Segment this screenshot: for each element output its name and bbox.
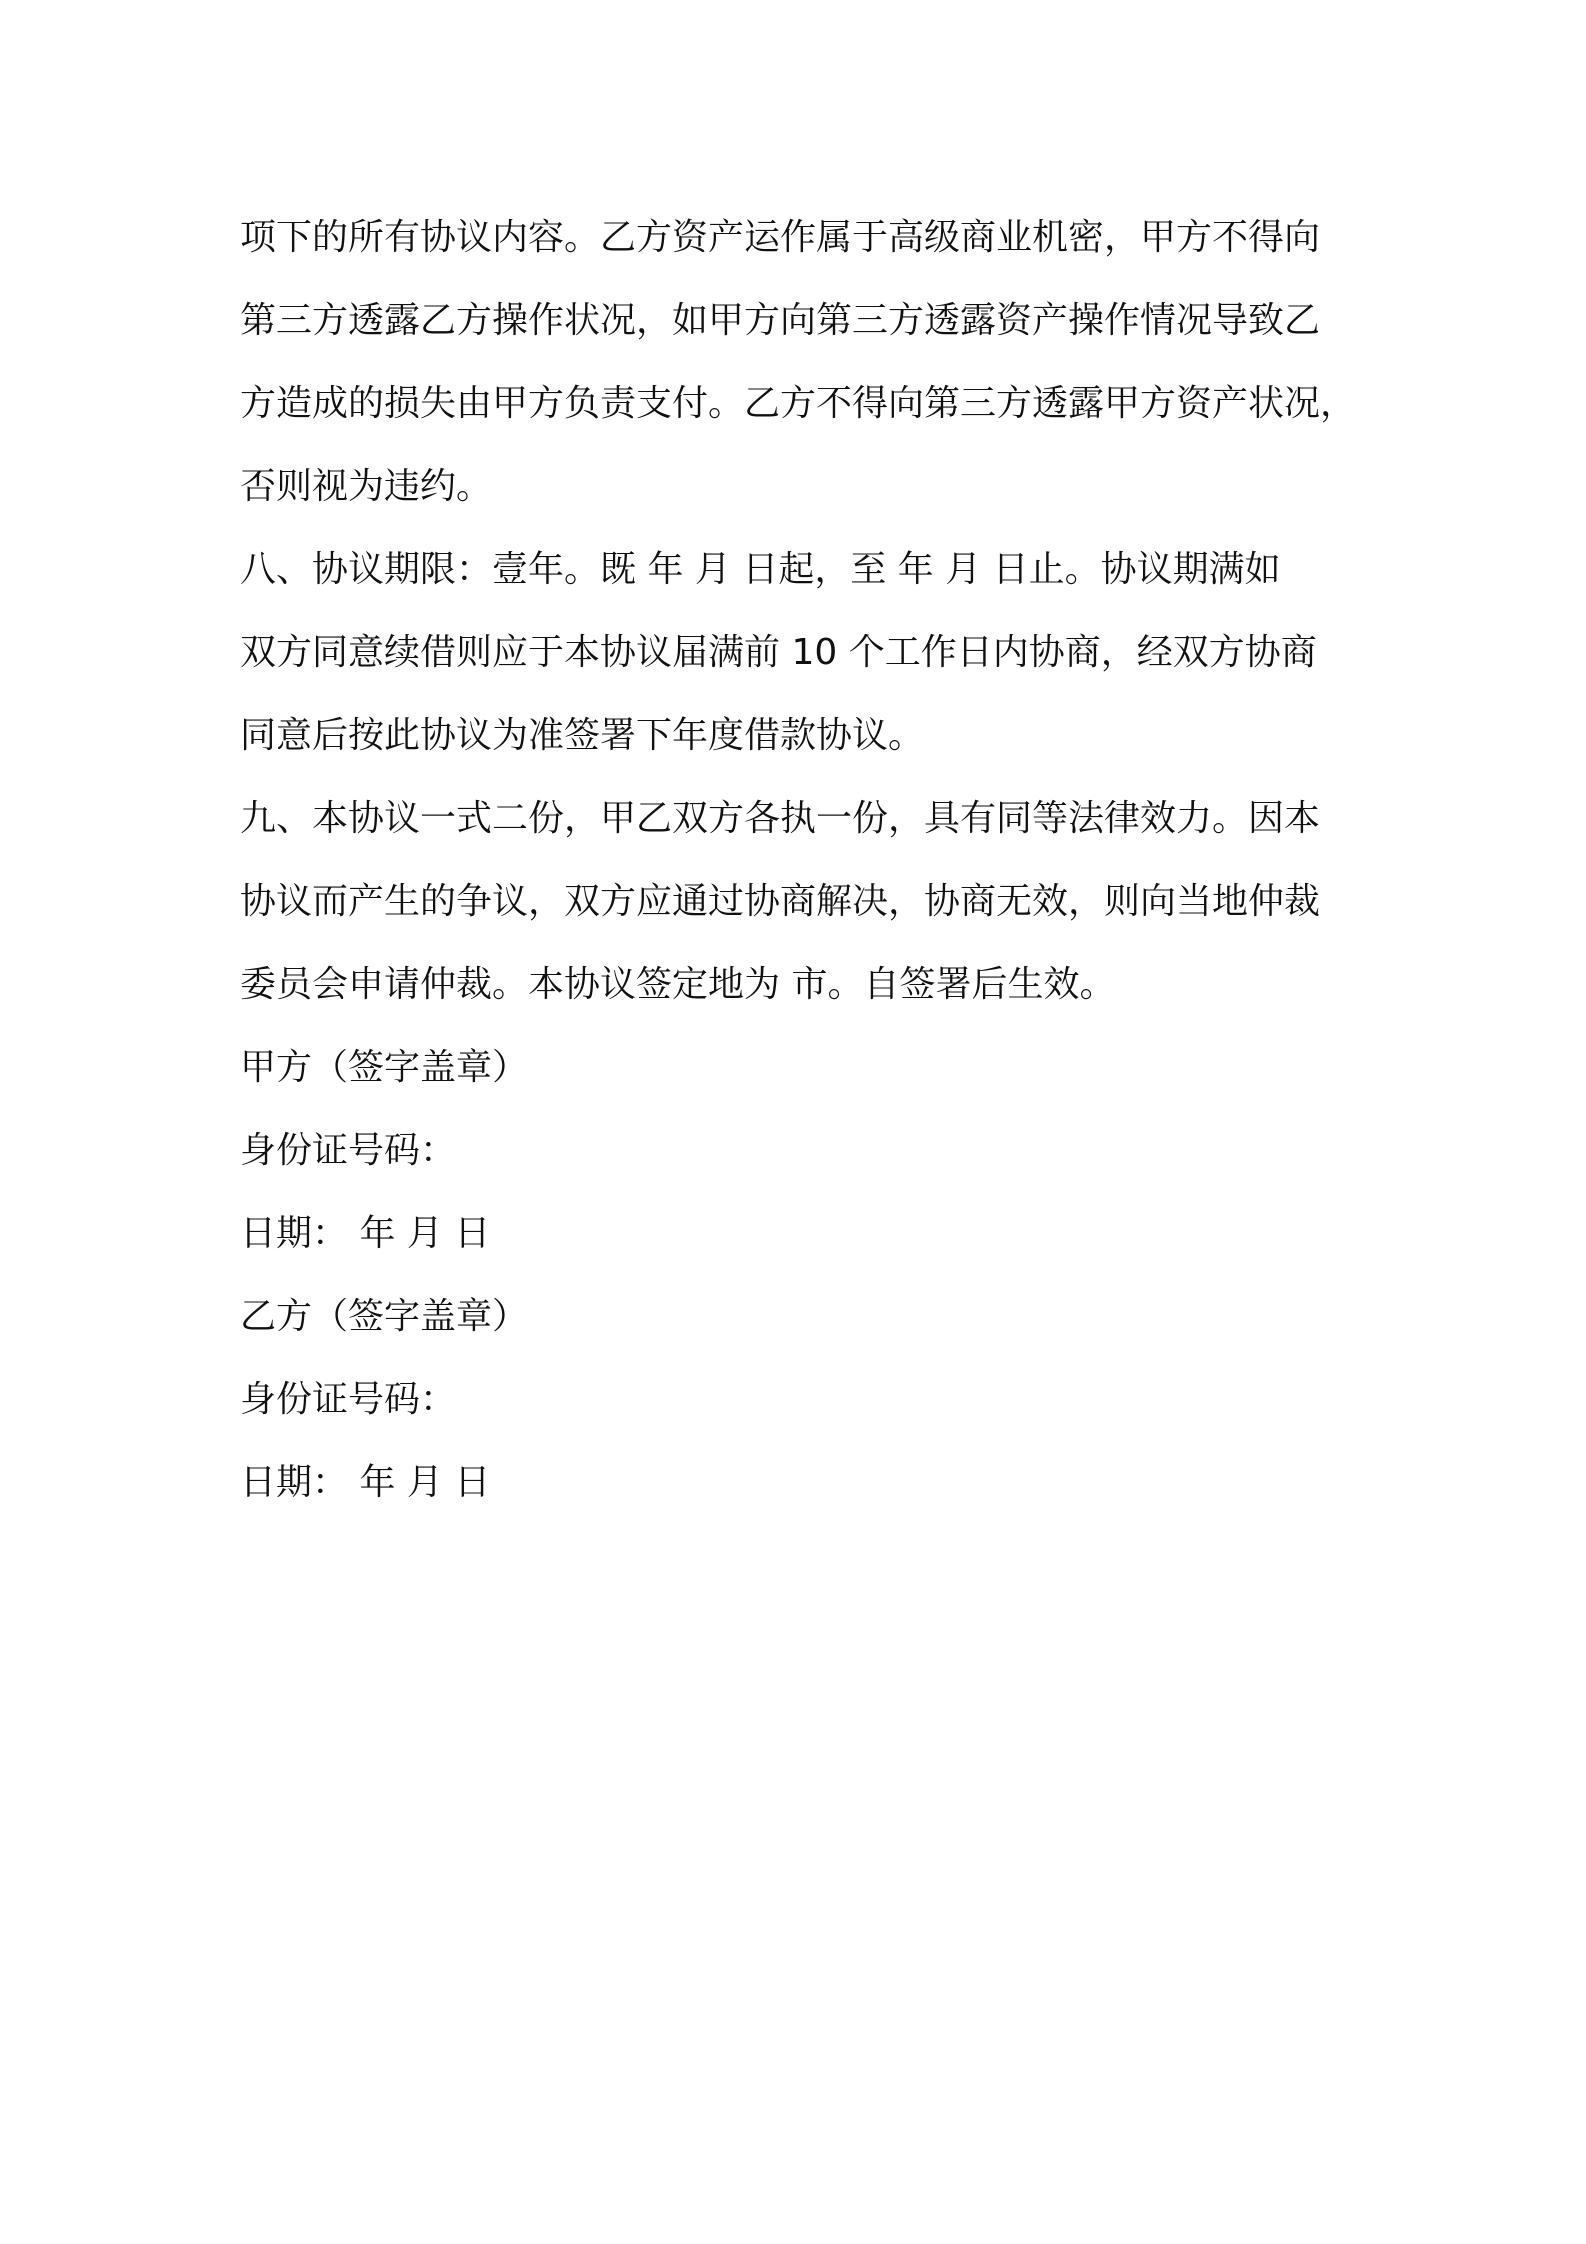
clause-nine-line: 九、本协议一式二份，甲乙双方各执一份，具有同等法律效力。因本 <box>240 798 1321 839</box>
clause-line: 项下的所有协议内容。乙方资产运作属于高级商业机密，甲方不得向 <box>240 217 1321 258</box>
document-body <box>240 196 1380 1524</box>
clause-nine-line: 协议而产生的争议，双方应通过协商解决，协商无效，则向当地仲裁 <box>240 881 1321 922</box>
party-b-id-number: 身份证号码： <box>240 1379 457 1420</box>
clause-line: 第三方透露乙方操作状况，如甲方向第三方透露资产操作情况导致乙 <box>240 300 1321 341</box>
party-b-date: 日期： 年 月 日 <box>240 1462 491 1503</box>
clause-eight-line: 双方同意续借则应于本协议届满前 10 个工作日内协商，经双方协商 <box>240 632 1317 673</box>
party-b-signature: 乙方（签字盖章） <box>240 1296 529 1337</box>
clause-eight-line: 八、协议期限：壹年。既 年 月 日起，至 年 月 日止。协议期满如 <box>240 549 1281 590</box>
clause-nine-line: 委员会申请仲裁。本协议签定地为 市。自签署后生效。 <box>240 964 1116 1005</box>
clause-line: 方造成的损失由甲方负责支付。乙方不得向第三方透露甲方资产状况， <box>240 383 1357 424</box>
party-a-id-number: 身份证号码： <box>240 1130 457 1171</box>
clause-eight-line: 同意后按此协议为准签署下年度借款协议。 <box>240 715 925 756</box>
party-a-date: 日期： 年 月 日 <box>240 1213 491 1254</box>
party-a-signature: 甲方（签字盖章） <box>240 1047 529 1088</box>
clause-line: 否则视为违约。 <box>240 466 493 507</box>
